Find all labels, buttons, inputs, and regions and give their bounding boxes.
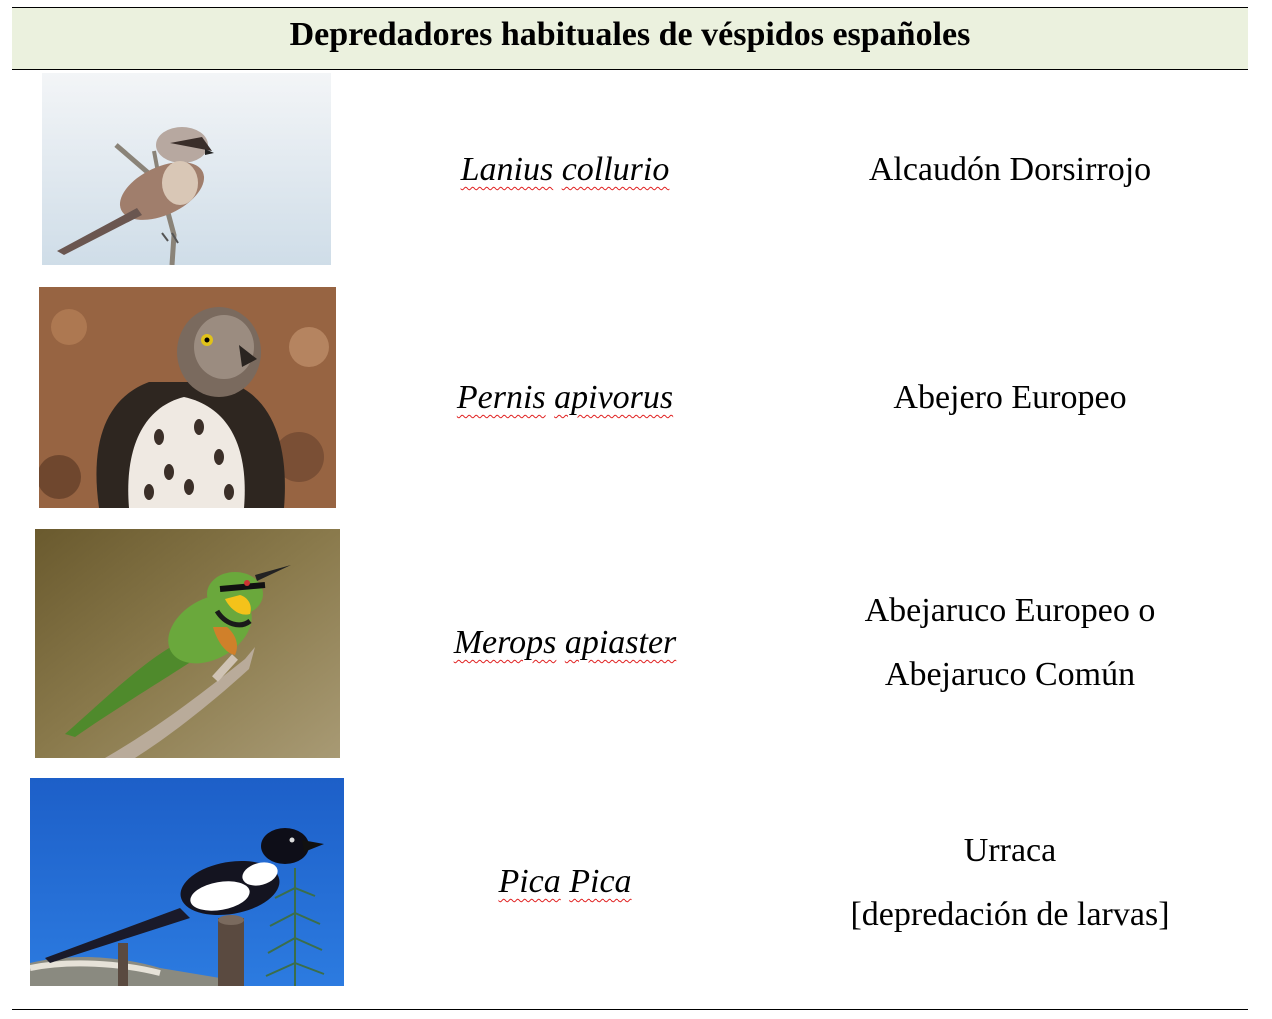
common-name-line: Abejaruco Europeo o [864,592,1156,629]
common-name [790,819,1230,947]
magpie-photo [30,778,344,986]
genus-name: Merops [453,624,557,661]
common-name-line: Abejero Europeo [893,379,1127,416]
genus-name: Lanius [460,151,554,188]
species-name: collurio [561,151,670,188]
genus-name: Pica [498,863,561,900]
red-backed-shrike-photo [42,73,331,265]
table-header [12,7,1248,70]
genus-name: Pernis [456,379,546,416]
species-name: Pica [569,863,632,900]
scientific-name [380,378,750,418]
common-name-line: [depredación de larvas] [850,896,1170,933]
table-bottom-rule [12,1009,1248,1010]
scientific-name [380,623,750,663]
scientific-name [380,862,750,902]
common-name-line: Abejaruco Común [884,656,1136,693]
common-name [790,366,1230,430]
common-name-line: Alcaudón Dorsirrojo [868,151,1152,188]
bee-eater-photo [35,529,340,758]
species-name: apiaster [564,624,677,661]
common-name-line: Urraca [963,832,1057,869]
table-title: Depredadores habituales de véspidos españoles [289,15,971,53]
common-name [790,138,1230,202]
species-name: apivorus [554,379,674,416]
honey-buzzard-photo [39,287,336,508]
scientific-name [380,150,750,190]
common-name [790,579,1230,707]
